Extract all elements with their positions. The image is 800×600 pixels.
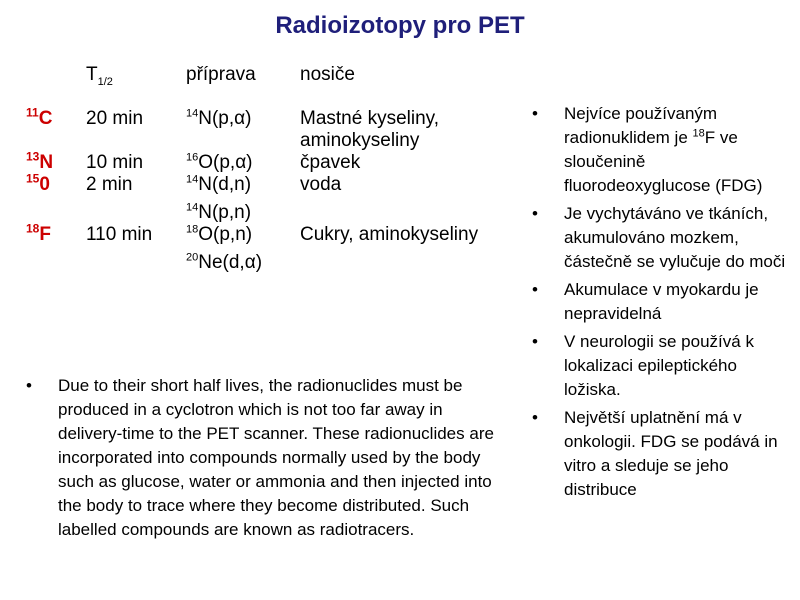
list-item: • Nejvíce používaným radionuklidem je $^{18}$F ve sloučenině fluorodeoxyglucose (FDG): [532, 104, 763, 195]
half-life-cell: 20 min: [86, 108, 144, 129]
carriers-cell: Cukry, aminokyseliny: [300, 224, 479, 245]
preparation-cell: $^{16}$O(p,α): [186, 151, 253, 173]
right-bullet-list: [532, 102, 787, 506]
bullet-icon: •: [532, 204, 538, 223]
nuclide-cell: $^{11}$C: [26, 105, 53, 129]
table-row: [22, 224, 530, 274]
table-row: [22, 108, 530, 152]
half-life-cell: 2 min: [86, 174, 133, 195]
carriers-cell: čpavek: [300, 152, 361, 173]
list-item: • Je vychytáváno ve tkáních, akumulováno mozkem, částečně se vylučuje do moči: [532, 204, 786, 271]
bullet-icon: •: [532, 332, 538, 351]
header-preparation: příprava: [186, 64, 256, 85]
bullet-icon: •: [26, 376, 32, 395]
carriers-cell: Mastné kyseliny, aminokyseliny: [300, 108, 440, 151]
slide-title: Radioizotopy pro PET: [275, 12, 525, 39]
half-life-cell: 110 min: [86, 224, 153, 245]
header-empty-cell: [22, 64, 86, 108]
bullet-icon: •: [532, 408, 538, 427]
table-header-row: [22, 64, 530, 108]
preparation-cell: $^{18}$O(p,n) $^{20}$Ne(d,α): [186, 223, 263, 273]
preparation-cell: $^{14}$N(d,n) $^{14}$N(p,n): [186, 173, 252, 223]
bullet-icon: •: [532, 280, 538, 299]
carriers-cell: voda: [300, 174, 342, 195]
half-life-cell: 10 min: [86, 152, 144, 173]
isotope-table: [22, 64, 530, 274]
bottom-bullet-list: [26, 374, 506, 546]
list-item: • Největší uplatnění má v onkologii. FDG se podává in vitro a sleduje se jeho distribuce: [532, 408, 778, 499]
nuclide-cell: $^{13}$N: [26, 149, 54, 173]
list-item: • V neurologii se používá k lokalizaci epileptického ložiska.: [532, 332, 754, 399]
header-half-life: $T_{1/2}$: [86, 64, 113, 88]
list-item: • Due to their short half lives, the radionuclides must be produced in a cyclotron which is not too far away in delivery-time to the PET scanner. These radionuclides are incorporated into compounds normally used by the body such as glucose, water or ammonia and then injected into the body to trace where they become distributed. Such labelled compounds are known as radiotracers.: [26, 376, 494, 539]
list-item: • Akumulace v myokardu je nepravidelná: [532, 280, 759, 323]
nuclide-cell: $^{18}$F: [26, 221, 51, 245]
nuclide-cell: $^{15}$0: [26, 171, 50, 195]
bullet-icon: •: [532, 104, 538, 123]
header-carriers: nosiče: [300, 64, 355, 85]
preparation-cell: $^{14}$N(p,α): [186, 107, 252, 129]
table-row: [22, 174, 530, 224]
table-row: [22, 152, 530, 174]
